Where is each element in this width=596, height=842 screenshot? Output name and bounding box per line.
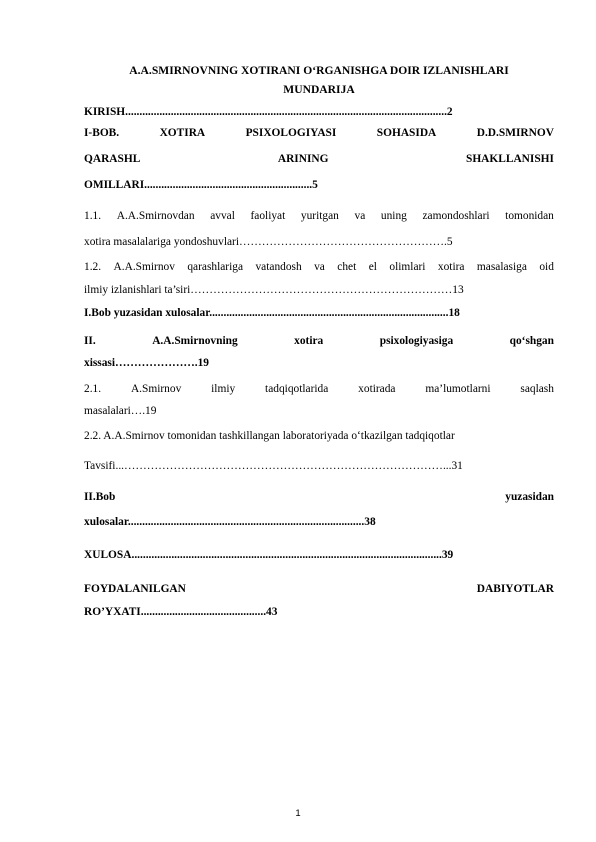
word: zamondoshlari (422, 210, 490, 222)
word: xotira (294, 335, 324, 347)
word: FOYDALANILGAN (84, 583, 186, 595)
toc-entry-section-2-1-line2: masalalari….19 (84, 405, 157, 417)
word: xotirada (358, 383, 396, 395)
word: qarashlariga (187, 261, 244, 273)
word: avval (210, 210, 235, 222)
word: I-BOB. (84, 127, 120, 139)
toc-entry-section-1-2-line2: ilmiy izlanishlari ta’siri……………………………………………………………13 (84, 284, 464, 296)
toc-entry-chapter1-line3: OMILLARI...........................................................5 (84, 179, 318, 191)
word: el (368, 261, 377, 273)
word: va (354, 210, 366, 222)
word: chet (337, 261, 357, 273)
word: D.D.SMIRNOV (476, 127, 554, 139)
word: va (314, 261, 325, 273)
word: uning (380, 210, 407, 222)
word: 1.2. (84, 261, 102, 273)
word: yuzasidan (505, 491, 554, 503)
word: saqlash (520, 383, 554, 395)
word: ma’lumotlarni (425, 383, 491, 395)
word: oid (539, 261, 554, 273)
word: DABIYOTLAR (476, 583, 554, 595)
toc-entry-kirish: KIRISH.................................................................................................................2 (84, 106, 453, 118)
word: XOTIRA (159, 127, 206, 139)
toc-entry-section-2-2-line2: Tavsifi...…………………………………………………………………………...31 (84, 460, 463, 472)
word: A.A.Smirnovning (152, 335, 238, 347)
word: A.Smirnov (130, 383, 182, 395)
toc-entry-xulosa: XULOSA.............................................................................................................39 (84, 549, 454, 561)
word: vatandosh (255, 261, 302, 273)
toc-heading: MUNDARIJA (283, 83, 355, 96)
word: masalasiga (476, 261, 527, 273)
word: qo‘shgan (509, 335, 554, 347)
toc-entry-chapter2-conclusions-line1 (84, 490, 554, 504)
word: SOHASIDA (376, 127, 437, 139)
word: 2.1. (84, 383, 102, 395)
word: tomonidan (505, 210, 554, 222)
toc-entry-chapter2-conclusions-line2: xulosalar...................................................................................38 (84, 516, 376, 528)
toc-entry-references-line1 (84, 582, 554, 596)
word: ilmiy (211, 383, 236, 395)
toc-entry-references-line2: RO’YXATI............................................43 (84, 606, 278, 618)
word: tadqiqotlarida (265, 383, 329, 395)
word: II.Bob (84, 491, 116, 503)
toc-entry-chapter2-line1 (84, 334, 554, 348)
word: olimlari (389, 261, 426, 273)
word: 1.1. (84, 210, 102, 222)
word: SHAKLLANISHI (465, 153, 554, 165)
word: xotira (437, 261, 465, 273)
toc-entry-section-2-2-line1: 2.2. A.A.Smirnov tomonidan tashkillangan laboratoriyada o‘tkazilgan tadqiqotlar (84, 430, 455, 442)
toc-entry-section-1-1-line1 (84, 209, 554, 223)
word: II. (84, 335, 96, 347)
toc-entry-section-2-1-line1 (84, 382, 554, 396)
toc-entry-section-1-2-line1 (84, 260, 554, 274)
toc-entry-chapter1-line2 (84, 152, 554, 166)
document-title: A.A.SMIRNOVNING XOTIRANI O‘RGANISHGA DOIR IZLANISHLARI (129, 64, 509, 77)
word: psixologiyasiga (379, 335, 454, 347)
toc-entry-chapter2-line2: xissasi………………….19 (84, 357, 209, 369)
word: yuritgan (300, 210, 339, 222)
page-number: 1 (295, 808, 301, 819)
word: A.A.Smirnov (113, 261, 175, 273)
word: QARASHL (84, 153, 141, 165)
word: PSIXOLOGIYASI (245, 127, 337, 139)
toc-entry-chapter1-conclusions: I.Bob yuzasidan xulosalar....................................................................................18 (84, 307, 460, 319)
toc-entry-chapter1-line1 (84, 126, 554, 140)
toc-entry-section-1-1-line2: xotira masalalariga yondoshuvlari……………………………………………….5 (84, 236, 453, 248)
word: ARINING (277, 153, 329, 165)
word: faoliyat (250, 210, 286, 222)
word: A.A.Smirnovdan (116, 210, 195, 222)
